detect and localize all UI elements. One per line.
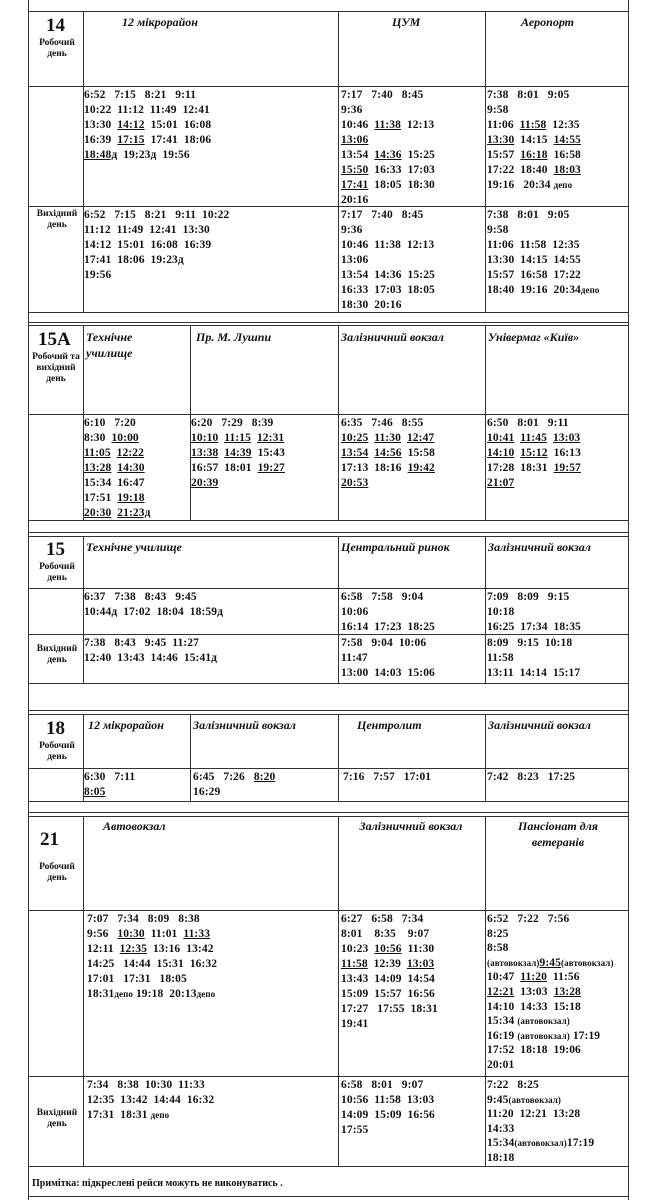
time-row: 8:25 [487,927,509,940]
time-row: 13:06 [341,134,369,146]
time-row: 17:22 18:40 18:03 [487,164,581,176]
time-row: 6:35 7:46 8:55 [341,417,424,429]
time-row: 6:20 7:29 8:39 [191,417,274,429]
rule [338,11,339,312]
times-workday [343,770,431,785]
time-row: 17:28 18:31 19:57 [487,462,581,474]
stop-header: Автовокзал [103,819,166,833]
times-weekend [84,208,229,283]
time-row: 11:05 12:22 [84,447,144,459]
rule [485,714,486,801]
times-weekend [487,208,600,298]
route-number: 15А [38,329,71,350]
day-label-weekend: Вихідний день [36,644,78,665]
time-row: 9:36 [341,104,363,116]
rule [28,812,628,813]
rule [338,816,339,1166]
time-row: 14:10 14:33 15:18 [487,1000,581,1013]
times-workday [341,590,435,635]
times-workday [487,88,581,193]
time-row: 12:11 12:35 13:16 13:42 [87,943,214,955]
time-row: 16:19 (автовокзал) 17:19 [487,1029,601,1042]
rule [83,816,84,1166]
times-workday [84,590,223,620]
day-label-workday: Робочий день [39,862,75,883]
time-row: 21:07 [487,477,515,489]
stop-header: Залізничний вокзал [488,718,591,732]
time-row: 17:55 [341,1124,369,1136]
rule [28,801,628,802]
rule [338,536,339,683]
time-row: 8:05 [84,786,106,798]
time-row: 6:45 7:26 8:20 [193,771,276,783]
time-row: 7:16 7:57 17:01 [343,771,432,783]
time-row: 7:38 8:43 9:45 11:27 [84,637,199,649]
day-label-workday: Робочий та вихідний день [32,352,80,384]
time-row: 6:52 7:15 8:21 9:11 [84,89,197,101]
rule [28,532,628,533]
time-row: 8:01 8:35 9:07 [341,928,430,940]
rule [28,206,628,207]
times-weekend [341,208,435,313]
times-weekend [341,1078,435,1138]
time-row: 17:01 17:31 18:05 [87,973,187,985]
time-row: 14:09 15:09 16:56 [341,1109,435,1121]
time-row: 15:57 16:58 17:22 [487,269,581,281]
time-row: 13:30 14:15 14:55 [487,254,581,266]
time-row: 20:53 [341,477,369,489]
stop-header: Пр. М. Лушпи [196,330,272,344]
time-row: 16:14 17:23 18:25 [341,621,435,633]
time-row: 10:25 11:30 12:47 [341,432,435,444]
time-row: 12:35 13:42 14:44 16:32 [87,1094,215,1106]
time-row: 15:34 16:47 [84,477,145,489]
times-workday [487,770,575,785]
time-row: 10:06 [341,606,369,618]
times-workday [341,416,435,491]
rule [28,910,628,911]
rule [28,588,628,589]
time-row: 12:40 13:43 14:46 15:41д [84,652,218,664]
rule [28,86,628,87]
time-row: 7:34 8:38 10:30 11:33 [87,1079,205,1091]
time-row: 6:52 7:22 7:56 [487,913,570,925]
time-row: 18:18 [487,1151,515,1164]
time-row: 13:38 14:39 15:43 [191,447,285,459]
times-workday [191,416,285,491]
time-row: 20:39 [191,477,219,489]
times-weekend [84,636,217,666]
time-row: 17:51 19:18 [84,492,145,504]
time-row: 6:50 8:01 9:11 [487,417,569,429]
times-weekend [487,636,580,681]
time-row: 10:46 11:38 12:13 [341,119,435,131]
rule [28,768,628,769]
day-label-workday: Робочий день [39,38,75,59]
time-row: 15:50 16:33 17:03 [341,164,435,176]
day-label-weekend: Вихідний день [36,1108,78,1129]
time-row: 15:34(автовокзал)17:19 [487,1137,595,1150]
stop-header: Залізничний вокзал [488,540,591,554]
time-row: 10:47 11:20 11:56 [487,971,580,984]
rule [28,683,628,684]
rule [338,325,339,520]
time-row: 8:58 [487,942,509,955]
rule [28,414,628,415]
time-row: 9:58 [487,224,509,236]
time-row: 10:41 11:45 13:03 [487,432,581,444]
time-row: 10:22 11:12 11:49 12:41 [84,104,210,116]
time-row: 14:25 14:44 15:31 16:32 [87,958,218,970]
time-row: 13:11 14:14 15:17 [487,667,581,679]
time-row: 11:12 11:49 12:41 13:30 [84,224,210,236]
stop-header: Залізничний вокзал [359,819,463,833]
time-row: 7:38 8:01 9:05 [487,209,570,221]
time-row: 19:56 [84,269,112,281]
rule [485,816,486,1166]
time-row: 13:06 [341,254,369,266]
time-row: 10:23 10:56 11:30 [341,943,435,955]
rule [485,11,486,312]
day-label-workday: Робочий день [39,741,75,762]
time-row: 10:56 11:58 13:03 [341,1094,435,1106]
time-row: 11:20 12:21 13:28 [487,1108,581,1121]
rule [28,714,628,715]
time-row: 16:39 17:15 17:41 18:06 [84,134,212,146]
time-row: 11:47 [341,652,368,664]
time-row: 13:28 14:30 [84,462,145,474]
time-row: 20:01 [487,1058,515,1071]
stop-header: Залізничний вокзал [193,718,296,732]
stop-header: Технічне училище [86,330,133,360]
times-weekend [487,1078,594,1166]
route-number: 14 [46,15,65,36]
time-row: 6:10 7:20 [84,417,136,429]
time-row: 7:17 7:40 8:45 [341,89,424,101]
time-row: 11:58 12:39 13:03 [341,958,435,970]
rule [28,1166,628,1167]
time-row: 6:27 6:58 7:34 [341,913,424,925]
time-row: 9:36 [341,224,363,236]
time-row: 6:37 7:38 8:43 9:45 [84,591,197,603]
time-row: 15:09 15:57 16:56 [341,988,435,1000]
stop-header: ЦУМ [392,15,421,29]
time-row: 11:06 11:58 12:35 [487,119,580,131]
time-row: 17:31 18:31 депо [87,1109,170,1121]
time-row: 10:18 [487,606,515,618]
stop-header: Аеропорт [521,15,574,29]
times-workday [341,88,435,208]
time-row: 20:16 [341,194,369,206]
time-row: 6:58 7:58 9:04 [341,591,424,603]
time-row: 17:41 18:06 19:23д [84,254,184,266]
time-row: 11:06 11:58 12:35 [487,239,580,251]
time-row: 18:40 19:16 20:34депо [487,284,600,296]
time-row: (автовокзал)9:45(автовокзал) [487,956,614,969]
time-row: 17:41 18:05 18:30 [341,179,435,191]
frame-left [28,0,29,1200]
time-row: 13:30 14:15 14:55 [487,134,581,146]
time-row: 7:58 9:04 10:06 [341,637,427,649]
time-row: 20:30 21:23д [84,507,151,519]
rule [28,322,628,323]
time-row: 13:30 14:12 15:01 16:08 [84,119,212,131]
day-label-weekend: Вихідний день [36,209,78,230]
rule [485,536,486,683]
stop-header: Універмаг «Київ» [488,330,580,344]
rule [28,816,628,817]
rule [28,11,628,12]
times-workday [84,88,211,163]
rule [190,714,191,801]
route-number: 18 [46,718,65,739]
time-row: 18:30 20:16 [341,299,402,311]
time-row: 13:00 14:03 15:06 [341,667,435,679]
time-row: 15:34 (автовокзал) [487,1015,570,1028]
time-row: 9:45(автовокзал) [487,1093,562,1106]
rule [28,1076,628,1077]
times-workday [487,912,614,1073]
time-row: 11:58 [487,652,514,664]
time-row: 10:46 11:38 12:13 [341,239,435,251]
times-workday [87,912,217,1002]
time-row: 16:33 17:03 18:05 [341,284,435,296]
times-weekend [87,1078,214,1123]
times-workday [487,416,581,491]
time-row: 10:44д 17:02 18:04 18:59д [84,606,224,618]
time-row: 7:09 8:09 9:15 [487,591,570,603]
time-row: 13:54 14:56 15:58 [341,447,435,459]
time-row: 13:54 14:36 15:25 [341,149,435,161]
rule [28,710,628,711]
time-row: 14:33 [487,1122,515,1135]
rule [28,1196,628,1197]
rule [338,714,339,801]
time-row: 9:58 [487,104,509,116]
time-row: 10:10 11:15 12:31 [191,432,285,444]
time-row: 12:21 13:03 13:28 [487,985,581,998]
time-row: 8:09 9:15 10:18 [487,637,573,649]
time-row: 16:25 17:34 18:35 [487,621,581,633]
stop-header: Центролит [357,718,422,732]
times-weekend [341,636,435,681]
time-row: 7:22 8:25 [487,1079,539,1091]
time-row: 7:17 7:40 8:45 [341,209,424,221]
stop-header: Залізничний вокзал [341,330,444,344]
stop-header: Пансіонат для ветеранів [518,819,598,849]
rule [485,325,486,520]
frame-right [628,0,629,1200]
stop-header: 12 мікрорайон [88,718,164,732]
times-workday [84,416,151,521]
route-number: 15 [46,539,65,560]
time-row: 8:30 10:00 [84,432,139,444]
time-row: 7:38 8:01 9:05 [487,89,570,101]
time-row: 19:16 20:34 депо [487,179,573,191]
route-number: 21 [40,829,59,850]
time-row: 17:52 18:18 19:06 [487,1044,581,1057]
time-row: 14:12 15:01 16:08 16:39 [84,239,212,251]
time-row: 14:10 15:12 16:13 [487,447,581,459]
times-workday [84,770,135,800]
time-row: 18:31депо 19:18 20:13депо [87,988,216,1000]
time-row: 15:57 16:18 16:58 [487,149,581,161]
times-workday [193,770,275,800]
time-row: 16:29 [193,786,221,798]
stop-header: Центральний ринок [341,540,450,554]
time-row: 18:48д 19:23д 19:56 [84,149,190,161]
times-workday [487,590,581,635]
times-workday [341,912,438,1032]
time-row: 17:13 18:16 19:42 [341,462,435,474]
time-row: 17:27 17:55 18:31 [341,1003,438,1015]
time-row: 13:54 14:36 15:25 [341,269,435,281]
rule [28,325,628,326]
time-row: 6:30 7:11 [84,771,136,783]
time-row: 13:43 14:09 14:54 [341,973,435,985]
day-label-workday: Робочий день [39,562,75,583]
time-row: 19:41 [341,1018,369,1030]
stop-header: 12 мікрорайон [122,15,198,29]
rule [28,312,628,313]
time-row: 16:57 18:01 19:27 [191,462,285,474]
footnote: Примітка: підкреслені рейси можуть не виконуватись . [32,1178,283,1189]
rule [28,536,628,537]
time-row: 7:07 7:34 8:09 8:38 [87,913,200,925]
time-row: 6:58 8:01 9:07 [341,1079,424,1091]
time-row: 9:56 10:30 11:01 11:33 [87,928,211,940]
time-row: 6:52 7:15 8:21 9:11 10:22 [84,209,230,221]
stop-header: Технічне училище [86,540,182,554]
time-row: 7:42 8:23 17:25 [487,771,576,783]
